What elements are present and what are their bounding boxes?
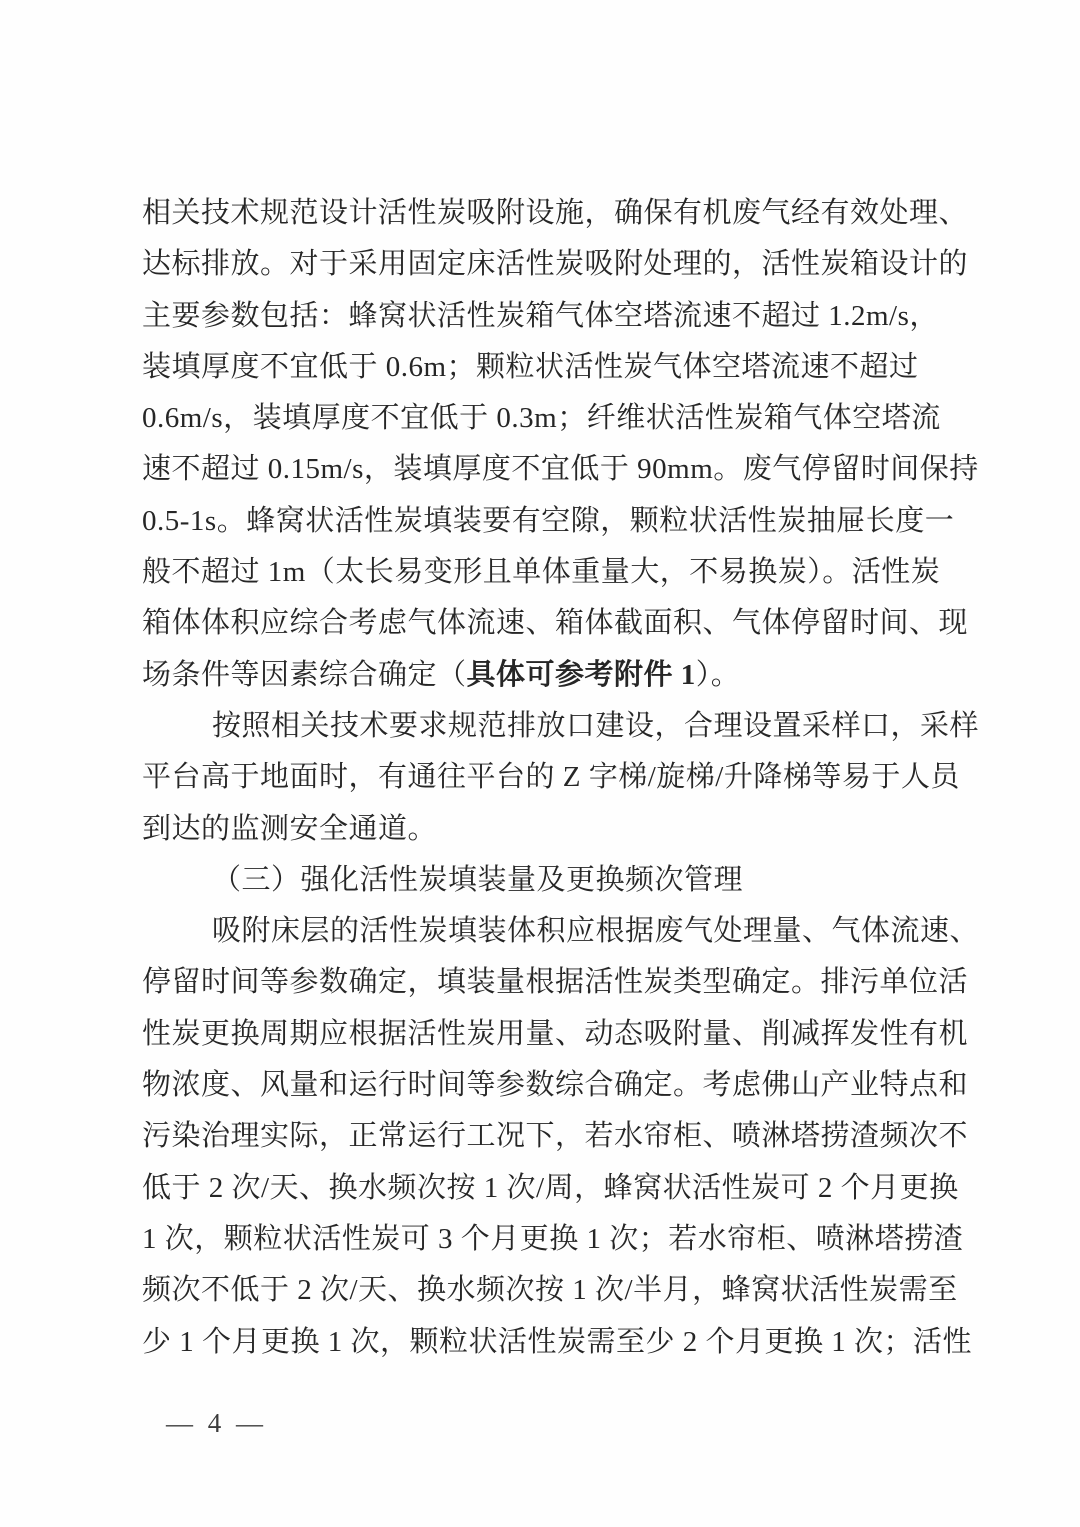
text-segment: 按照相关技术要求规范排放口建设，合理设置采样口，采样 [212,709,980,742]
text-line [142,342,962,393]
page-number: — 4 — [166,1408,267,1438]
text-segment: 性炭更换周期应根据活性炭用量、动态吸附量、削减挥发性有机 [142,1017,969,1050]
text-line [142,1111,969,1162]
text-segment: 达标排放。对于采用固定床活性炭吸附处理的，活性炭箱设计的 [142,248,969,281]
page-footer [166,1408,267,1439]
text-line [142,1317,973,1368]
text-line [142,598,969,649]
text-line [142,496,962,547]
bold-text-segment: 具体可参考附件 1 [466,658,696,691]
text-line [142,188,969,239]
text-segment: 少 1 个月更换 1 次，颗粒状活性炭需至少 2 个月更换 1 次；活性 [142,1325,973,1358]
text-line [142,291,962,342]
text-line [142,239,969,290]
text-segment: 到达的监测安全通道。 [142,812,438,845]
section-heading [142,855,962,906]
text-segment: 装填厚度不宜低于 0.6m；颗粒状活性炭气体空塔流速不超过 [142,350,919,383]
text-segment: 相关技术规范设计活性炭吸附设施，确保有机废气经有效处理、 [142,197,969,229]
text-line [142,752,962,803]
text-line [142,1265,962,1316]
document-body [142,188,980,1368]
text-line [142,957,969,1008]
text-segment: 物浓度、风量和运行时间等参数综合确定。考虑佛山产业特点和 [142,1069,969,1102]
text-segment: 污染治理实际，正常运行工况下，若水帘柜、喷淋塔捞渣频次不 [142,1120,969,1153]
text-line [142,701,980,752]
text-segment: 停留时间等参数确定，填装量根据活性炭类型确定。排污单位活 [142,966,969,999]
text-line [142,547,962,598]
text-segment: 0.6m/s，装填厚度不宜低于 0.3m；纤维状活性炭箱气体空塔流 [142,402,941,435]
text-line [142,1163,962,1214]
text-segment: 场条件等因素综合确定（ [142,658,467,691]
text-segment: ）。 [695,658,741,691]
text-segment: 箱体体积应综合考虑气体流速、箱体截面积、气体停留时间、现 [142,607,969,640]
text-segment: 般不超过 1m（太长易变形且单体重量大，不易换炭）。活性炭 [142,556,941,589]
text-segment: 1 次，颗粒状活性炭可 3 个月更换 1 次；若水帘柜、喷淋塔捞渣 [142,1222,964,1255]
text-segment: 低于 2 次/天、换水频次按 1 次/周，蜂窝状活性炭可 2 个月更换 [142,1171,959,1204]
text-segment: 平台高于地面时，有通往平台的 Z 字梯/旋梯/升降梯等易于人员 [142,761,960,794]
text-segment: 0.5-1s。蜂窝状活性炭填装要有空隙，颗粒状活性炭抽屉长度一 [142,504,955,537]
text-line [142,804,962,855]
text-line [142,1214,962,1265]
text-segment: 主要参数包括：蜂窝状活性炭箱气体空塔流速不超过 1.2m/s， [142,299,939,332]
text-line [142,650,962,701]
text-line [142,1009,969,1060]
text-segment: 频次不低于 2 次/天、换水频次按 1 次/半月，蜂窝状活性炭需至 [142,1274,958,1307]
text-line [142,393,962,444]
text-segment: 速不超过 0.15m/s，装填厚度不宜低于 90mm。废气停留时间保持 [142,453,979,486]
text-segment: （三）强化活性炭填装量及更换频次管理 [212,863,744,896]
text-line [142,1060,969,1111]
text-segment: 吸附床层的活性炭填装体积应根据废气处理量、气体流速、 [212,915,980,948]
text-line [142,906,980,957]
text-line [142,444,979,495]
